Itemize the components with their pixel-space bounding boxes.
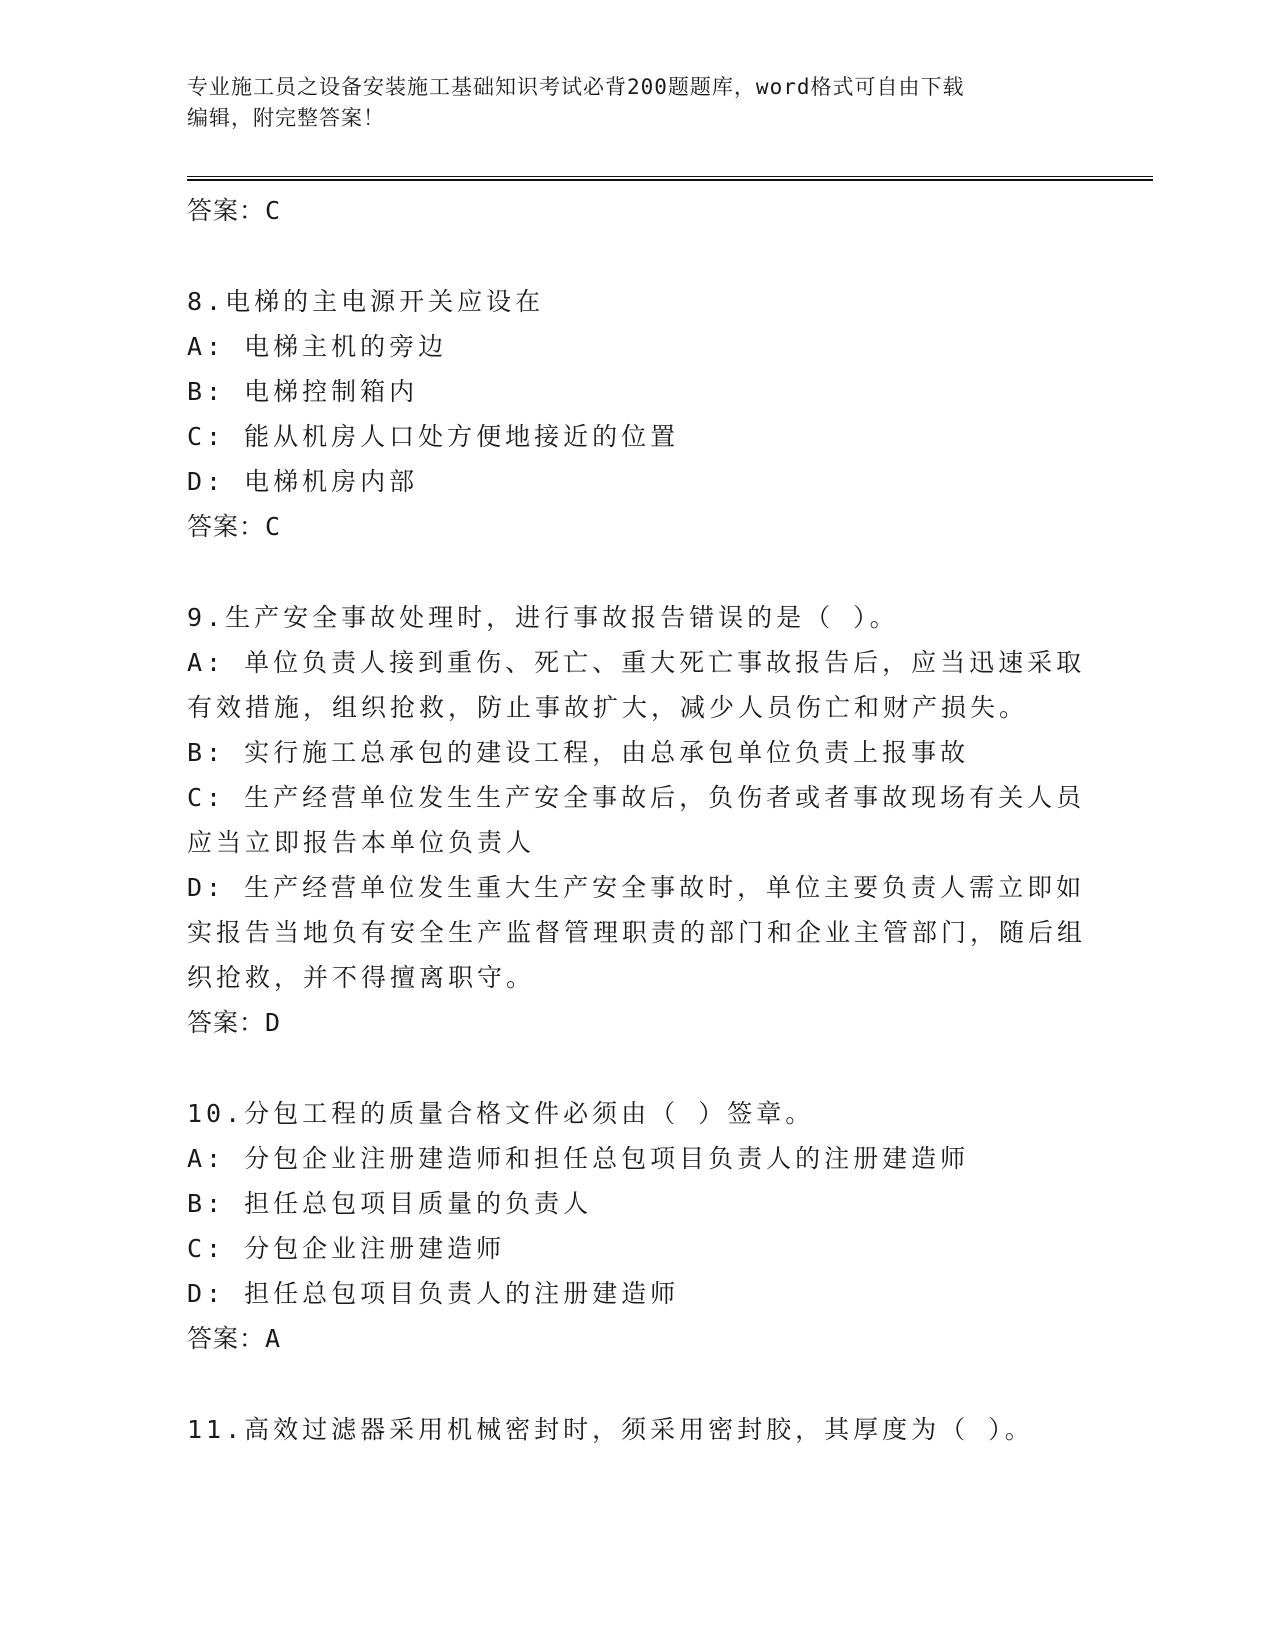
document-header bbox=[187, 72, 1077, 134]
previous-answer: 答案：C bbox=[187, 196, 282, 225]
option-b: B: 担任总包项目质量的负责人 bbox=[187, 1189, 593, 1218]
question-10 bbox=[187, 1091, 1087, 1361]
header-title-line-2: 编辑，附完整答案！ bbox=[187, 106, 385, 130]
header-title-line-1: 专业施工员之设备安装施工基础知识考试必背200题题库，word格式可自由下载 bbox=[187, 75, 965, 99]
answer: 答案：D bbox=[187, 1008, 282, 1037]
question-stem: 8.电梯的主电源开关应设在 bbox=[187, 287, 545, 316]
question-stem: 10.分包工程的质量合格文件必须由（ ）签章。 bbox=[187, 1099, 815, 1128]
option-c: C: 分包企业注册建造师 bbox=[187, 1234, 506, 1263]
question-9 bbox=[187, 595, 1087, 1045]
question-11 bbox=[187, 1407, 1087, 1452]
header-divider bbox=[187, 176, 1153, 181]
option-c: C: 生产经营单位发生生产安全事故后，负伤者或者事故现场有关人员应当立即报告本单位负责人 bbox=[187, 783, 1086, 857]
option-d: D: 担任总包项目负责人的注册建造师 bbox=[187, 1279, 680, 1308]
question-8 bbox=[187, 279, 1087, 549]
answer: 答案：C bbox=[187, 512, 282, 541]
option-a: A: 电梯主机的旁边 bbox=[187, 332, 448, 361]
answer: 答案：A bbox=[187, 1324, 282, 1353]
option-a: A: 单位负责人接到重伤、死亡、重大死亡事故报告后，应当迅速采取有效措施，组织抢救，防止事故扩大，减少人员伤亡和财产损失。 bbox=[187, 648, 1086, 722]
option-c: C: 能从机房人口处方便地接近的位置 bbox=[187, 422, 680, 451]
option-b: B: 实行施工总承包的建设工程，由总承包单位负责上报事故 bbox=[187, 738, 970, 767]
option-b: B: 电梯控制箱内 bbox=[187, 377, 419, 406]
option-a: A: 分包企业注册建造师和担任总包项目负责人的注册建造师 bbox=[187, 1144, 970, 1173]
option-d: D: 电梯机房内部 bbox=[187, 467, 419, 496]
question-stem: 9.生产安全事故处理时，进行事故报告错误的是（ ）。 bbox=[187, 603, 899, 632]
question-stem: 11.高效过滤器采用机械密封时，须采用密封胶，其厚度为（ ）。 bbox=[187, 1415, 1034, 1444]
option-d: D: 生产经营单位发生重大生产安全事故时，单位主要负责人需立即如实报告当地负有安全生产监督管理职责的部门和企业主管部门，随后组织抢救，并不得擅离职守。 bbox=[187, 873, 1087, 992]
question-list bbox=[187, 188, 1087, 1452]
